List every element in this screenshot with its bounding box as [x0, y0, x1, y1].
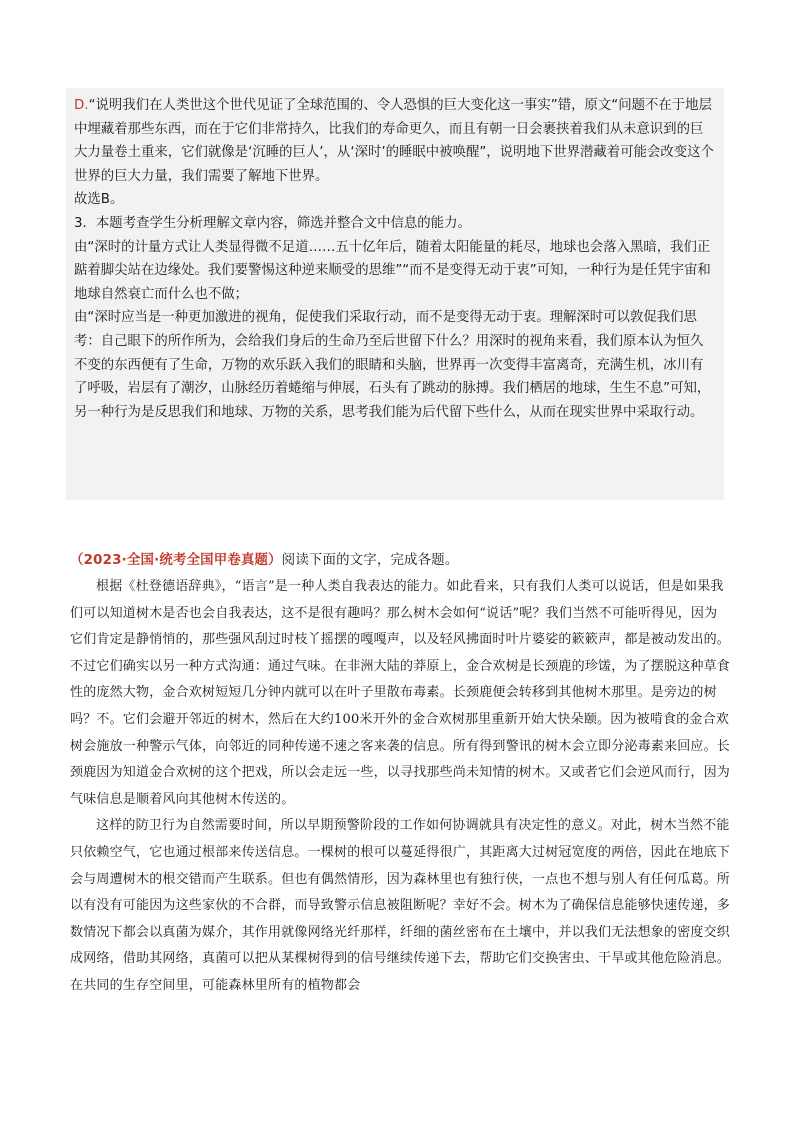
- passage-heading: [70, 548, 730, 574]
- answer-choice: 故选B。: [74, 192, 124, 208]
- passage-instruction: 阅读下面的文字，完成各题。: [281, 553, 459, 568]
- passage-paragraph-1: 根据《杜登德语辞典》，“语言”是一种人类自我表达的能力。如此看来，只有我们人类可以说话，但是如果我们可以知道树木是否也会自我表达，这不是很有趣吗？那么树木会如何“说话”呢？我们当然不可能听得见，因为它们肯定是静悄悄的，那些强风刮过时枝丫摇摆的嘎嘎声，以及轻风拂面时叶片婆娑的簌簌声，都是被动发出的。不过它们确实以另一种方式沟通：通过气味。在非洲大陆的莽原上，金合欢树是长颈鹿的珍馐，为了摆脱这种草食性的庞然大物，金合欢树短短几分钟内就可以在叶子里散布毒素。长颈鹿便会转移到其他树木那里。是旁边的树吗？不。它们会避开邻近的树木，然后在大约100米开外的金合欢树那里重新开始大快朵颐。因为被啃食的金合欢树会施放一种警示气体，向邻近的同种传递不速之客来袭的信息。所有得到警讯的树木会立即分泌毒素来回应。长颈鹿因为知道金合欢树的这个把戏，所以会走远一些，以寻找那些尚未知情的树木。又或者它们会逆风而行，因为气味信息是顺着风向其他树木传送的。: [70, 579, 731, 807]
- option-d-label: D.: [74, 98, 89, 113]
- option-d-explanation: [74, 94, 716, 188]
- question-3-paragraph-1: 由“深时的计量方式让人类显得微不足道……五十亿年后，随着太阳能量的耗尽，地球也会落入黑暗，我们正踮着脚尖站在边缘处。我们要警惕这种逆来顺受的思维”“而不是变得无动于衷”可知，一种行为是任凭宇宙和地球自然衰亡而什么也不做；: [74, 239, 711, 302]
- question-3-title: 3．本题考查学生分析理解文章内容，筛选并整合文中信息的能力。: [74, 215, 471, 231]
- passage-paragraph-2: 这样的防卫行为自然需要时间，所以早期预警阶段的工作如何协调就具有决定性的意义。对此，树木当然不能只依赖空气，它也通过根部来传送信息。一棵树的根可以蔓延得很广，其距离大过树冠宽度的两倍，因此在地底下会与周遭树木的根交错而产生联系。但也有偶然情形，因为森林里也有独行侠，一点也不想与别人有任何瓜葛。所以有没有可能因为这些家伙的不合群，而导致警示信息被阻断呢？幸好不会。树木为了确保信息能够快速传递，多数情况下都会以真菌为媒介，其作用就像网络光纤那样，纤细的菌丝密布在土壤中，并以我们无法想象的密度交织成网络，借助其网络，真菌可以把从某棵树得到的信号继续传递下去，帮助它们交换害虫、干旱或其他危险消息。在共同的生存空间里，可能森林里所有的植物都会: [70, 818, 731, 993]
- option-d-text: “说明我们在人类世这个世代见证了全球范围的、令人恐惧的巨大变化这一事实”错，原文“问题不在于地层中埋藏着那些东西，而在于它们非常持久，比我们的寿命更久，而且有朝一日会裹挟着我们从未意识到的巨大力量卷土重来，它们就像是‘沉睡的巨人’，从‘深时’的睡眠中被唤醒”，说明地下世界潜藏着可能会改变这个世界的巨大力量，我们需要了解地下世界。: [74, 98, 714, 184]
- question-3-paragraph-2: 由“深时应当是一种更加激进的视角，促使我们采取行动，而不是变得无动于衷。理解深时可以敦促我们思考：自己眼下的所作所为，会给我们身后的生命乃至后世留下什么？用深时的视角来看，我们原本认为恒久不变的东西便有了生命，万物的欢乐跃入我们的眼睛和头脑，世界再一次变得丰富离奇，充满生机，冰川有了呼吸，岩层有了潮汐，山脉经历着蜷缩与伸展，石头有了跳动的脉搏。我们栖居的地球，生生不息”可知，另一种行为是反思我们和地球、万物的关系，思考我们能为后代留下些什么，从而在现实世界中采取行动。: [74, 310, 711, 420]
- exam-source: （2023·全国·统考全国甲卷真题）: [70, 553, 282, 568]
- reading-passage: [70, 548, 730, 1000]
- answer-explanation-box: [66, 88, 724, 500]
